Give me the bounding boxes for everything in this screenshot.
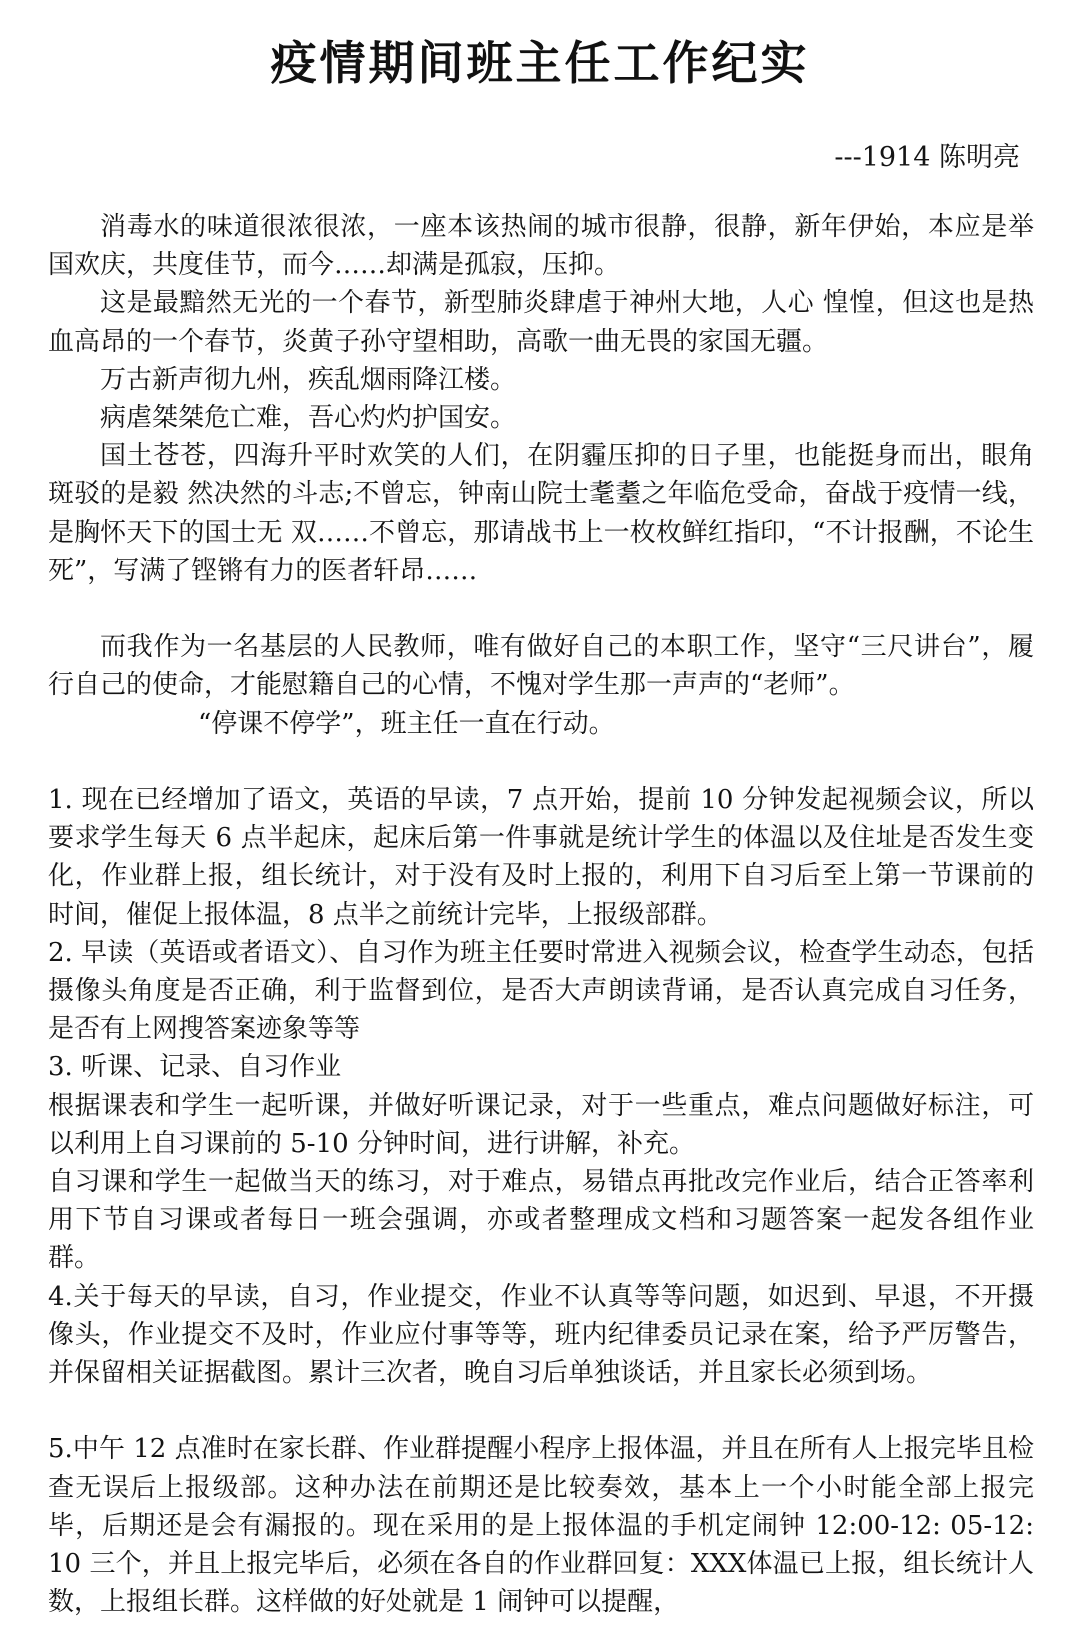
paragraph: 而我作为一名基层的人民教师，唯有做好自己的本职工作，坚守“三尺讲台”，履行自己的使命，才能慰籍自己的心情，不愧对学生那一声声的“老师”。: [48, 632, 1034, 701]
spacer: [48, 590, 1034, 628]
spacer: [48, 743, 1034, 781]
author-line: ---1914 陈明亮: [834, 142, 1020, 173]
paragraph: 自习课和学生一起做当天的练习，对于难点，易错点再批改完作业后，结合正答率利用下节自习课或者每日一班会强调，亦或者整理成文档和习题答案一起发各组作业群。: [48, 1167, 1034, 1274]
list-item: 1. 现在已经增加了语文，英语的早读，7 点开始，提前 10 分钟发起视频会议，所以要求学生每天 6 点半起床，起床后第一件事就是统计学生的体温以及住址是否发生变化，作业群上报，组长统计，对于没有及时上报的，利用下自习后至上第一节课前的时间，催促上报体温，8 点半之前统计完毕，上报级部群。: [48, 785, 1034, 930]
list-item: 3. 听课、记录、自习作业: [48, 1052, 342, 1083]
document-body: [48, 208, 1034, 1621]
spacer: [48, 1392, 1034, 1430]
paragraph: 根据课表和学生一起听课，并做好听课记录，对于一些重点，难点问题做好标注，可以利用上自习课前的 5-10 分钟时间，进行讲解，补充。: [48, 1090, 1034, 1159]
paragraph: 国土苍苍，四海升平时欢笑的人们，在阴霾压抑的日子里，也能挺身而出，眼角斑驳的是毅 然决然的斗志;不曾忘，钟南山院士耄耋之年临危受命，奋战于疫情一线，是胸怀天下的国士无 双……不曾忘，那请战书上一枚枚鲜红指印，“不计报酬，不论生死”，写满了铿锵有力的医者轩昂……: [48, 441, 1034, 586]
paragraph: “停课不停学”，班主任一直在行动。: [198, 708, 615, 739]
paragraph: 这是最黯然无光的一个春节，新型肺炎肆虐于神州大地，人心 惶惶，但这也是热血高昂的一个春节，炎黄子孙守望相助，高歌一曲无畏的家国无疆。: [48, 288, 1034, 357]
poem-line: 万古新声彻九州，疾乱烟雨降江楼。: [100, 364, 517, 395]
list-item: 2. 早读（英语或者语文）、自习作为班主任要时常进入视频会议，检查学生动态，包括摄像头角度是否正确，利于监督到位，是否大声朗读背诵，是否认真完成自习任务，是否有上网搜答案迹象等等: [48, 937, 1034, 1045]
list-item: 4.关于每天的早读，自习，作业提交，作业不认真等等问题，如迟到、早退，不开摄像头，作业提交不及时，作业应付事等等，班内纪律委员记录在案，给予严厉警告，并保留相关证据截图。累计三次者，晚自习后单独谈话，并且家长必须到场。: [48, 1281, 1034, 1389]
paragraph: 消毒水的味道很浓很浓，一座本该热闹的城市很静，很静，新年伊始，本应是举国欢庆，共度佳节，而今……却满是孤寂，压抑。: [48, 212, 1034, 281]
list-item: 5.中午 12 点准时在家长群、作业群提醒小程序上报体温，并且在所有人上报完毕且检查无误后上报级部。这种办法在前期还是比较奏效，基本上一个小时能全部上报完毕，后期还是会有漏报的。现在采用的是上报体温的手机定闹钟 12:00-12: 05-12: 10 三个，并且上报完毕后，必须在各自的作业群回复：XXX体温已上报，组长统计人数，上报组长群。这样做的好处就是 1 闹钟可以提醒，: [48, 1434, 1034, 1618]
poem-line: 病虐桀桀危亡难，吾心灼灼护国安。: [100, 403, 517, 434]
document-title: 疫情期间班主任工作纪实: [270, 36, 810, 90]
